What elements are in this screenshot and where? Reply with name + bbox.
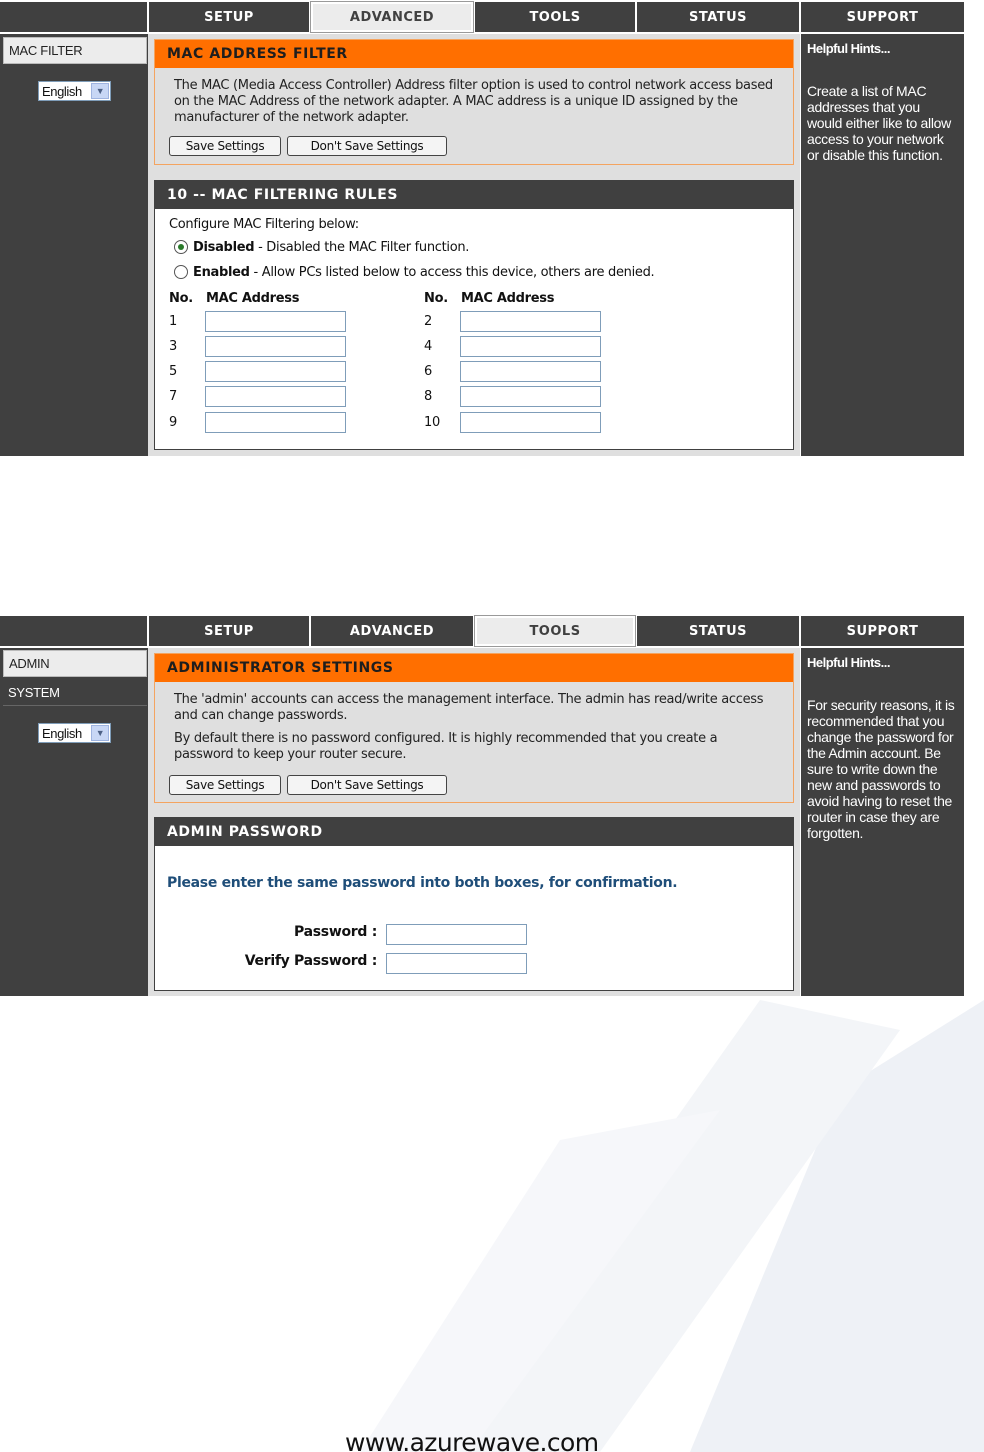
mac-address-input-6[interactable] bbox=[460, 361, 601, 382]
mac-address-input-9[interactable] bbox=[205, 412, 346, 433]
sidebar-item-admin[interactable]: ADMIN bbox=[3, 650, 147, 677]
mac-address-input-7[interactable] bbox=[205, 386, 346, 407]
row-number: 2 bbox=[424, 314, 432, 329]
enabled-option bbox=[193, 265, 654, 280]
hints-text: Create a list of MAC addresses that you would either like to allow access to your network or disable this function. bbox=[807, 83, 951, 163]
password-label: Password : bbox=[294, 924, 377, 940]
hints-text: For security reasons, it is recommended that you change the password for the Admin account. Be sure to write down the new and passwords to avoid having to reset the router in case they are forgotten. bbox=[807, 697, 955, 841]
row-number: 9 bbox=[169, 415, 177, 430]
verify-password-input[interactable] bbox=[386, 953, 527, 974]
panel-title: 10 -- MAC FILTERING RULES bbox=[155, 181, 793, 209]
mac-address-input-4[interactable] bbox=[460, 336, 601, 357]
top-nav-corner bbox=[0, 616, 147, 646]
main-content bbox=[148, 34, 800, 456]
radio-disabled[interactable] bbox=[174, 240, 188, 254]
verify-password-label: Verify Password : bbox=[244, 953, 377, 969]
configure-label: Configure MAC Filtering below: bbox=[169, 217, 359, 232]
language-value: English bbox=[42, 725, 82, 741]
tab-status[interactable]: STATUS bbox=[637, 616, 799, 646]
tab-tools[interactable]: TOOLS bbox=[475, 616, 635, 646]
row-number: 8 bbox=[424, 389, 432, 404]
dont-save-settings-button[interactable]: Don't Save Settings bbox=[287, 136, 447, 156]
disabled-label: Disabled bbox=[193, 240, 255, 255]
row-number: 5 bbox=[169, 364, 177, 379]
row-number: 1 bbox=[169, 314, 177, 329]
footer-url: www.azurewave.com bbox=[345, 1428, 599, 1452]
row-number: 6 bbox=[424, 364, 432, 379]
col-header-no-left: No. bbox=[169, 291, 193, 306]
mac-address-input-1[interactable] bbox=[205, 311, 346, 332]
save-settings-button[interactable]: Save Settings bbox=[169, 136, 281, 156]
col-header-mac-left: MAC Address bbox=[206, 291, 300, 306]
intro-text-2: By default there is no password configured. It is highly recommended that you create a password to keep your router secure. bbox=[174, 731, 718, 762]
chevron-down-icon[interactable]: ▼ bbox=[91, 83, 109, 99]
row-number: 10 bbox=[424, 415, 440, 430]
sidebar-item-system[interactable]: SYSTEM bbox=[3, 679, 147, 706]
col-header-no-right: No. bbox=[424, 291, 448, 306]
top-nav bbox=[0, 0, 964, 34]
panel-title: MAC ADDRESS FILTER bbox=[155, 40, 793, 68]
hints-title: Helpful Hints... bbox=[807, 655, 890, 670]
admin-password-panel bbox=[154, 817, 794, 991]
tab-advanced[interactable]: ADVANCED bbox=[311, 616, 473, 646]
helpful-hints bbox=[801, 34, 964, 456]
disabled-option bbox=[193, 240, 469, 255]
tab-advanced[interactable]: ADVANCED bbox=[311, 2, 473, 32]
mac-filtering-rules-panel bbox=[154, 180, 794, 450]
password-instruction: Please enter the same password into both boxes, for confirmation. bbox=[167, 875, 678, 891]
row-number: 7 bbox=[169, 389, 177, 404]
intro-text-1: The 'admin' accounts can access the management interface. The admin has read/write access and can change passwords. bbox=[174, 692, 764, 723]
tab-setup[interactable]: SETUP bbox=[149, 2, 309, 32]
tab-status[interactable]: STATUS bbox=[637, 2, 799, 32]
sidebar bbox=[0, 34, 148, 456]
enabled-label: Enabled bbox=[193, 265, 250, 280]
tab-setup[interactable]: SETUP bbox=[149, 616, 309, 646]
mac-address-input-8[interactable] bbox=[460, 386, 601, 407]
password-input[interactable] bbox=[386, 924, 527, 945]
panel-title: ADMINISTRATOR SETTINGS bbox=[155, 654, 793, 682]
chevron-down-icon[interactable]: ▼ bbox=[91, 725, 109, 741]
tab-support[interactable]: SUPPORT bbox=[801, 616, 964, 646]
mac-address-input-3[interactable] bbox=[205, 336, 346, 357]
panel-title: ADMIN PASSWORD bbox=[155, 818, 793, 846]
mac-filter-screen bbox=[0, 0, 964, 456]
mac-address-input-2[interactable] bbox=[460, 311, 601, 332]
language-value: English bbox=[42, 83, 82, 99]
intro-text: The MAC (Media Access Controller) Address filter option is used to control network access based on the MAC Address of the network adapter. A MAC address is a unique ID assigned by the manufacturer of the network adapter. bbox=[174, 78, 773, 125]
tab-tools[interactable]: TOOLS bbox=[475, 2, 635, 32]
helpful-hints bbox=[801, 648, 964, 996]
administrator-settings-panel bbox=[154, 653, 794, 803]
col-header-mac-right: MAC Address bbox=[461, 291, 555, 306]
row-number: 4 bbox=[424, 339, 432, 354]
disabled-desc: - Disabled the MAC Filter function. bbox=[254, 240, 470, 255]
language-select[interactable] bbox=[38, 81, 111, 101]
dont-save-settings-button[interactable]: Don't Save Settings bbox=[287, 775, 447, 795]
main-content bbox=[148, 648, 800, 996]
sidebar-item-mac-filter[interactable]: MAC FILTER bbox=[3, 37, 147, 64]
mac-address-filter-panel bbox=[154, 39, 794, 165]
save-settings-button[interactable]: Save Settings bbox=[169, 775, 281, 795]
enabled-desc: - Allow PCs listed below to access this device, others are denied. bbox=[249, 265, 655, 280]
language-select[interactable] bbox=[38, 723, 111, 743]
sidebar bbox=[0, 648, 148, 996]
admin-settings-screen bbox=[0, 614, 964, 996]
radio-enabled[interactable] bbox=[174, 265, 188, 279]
top-nav bbox=[0, 614, 964, 648]
tab-support[interactable]: SUPPORT bbox=[801, 2, 964, 32]
mac-address-input-5[interactable] bbox=[205, 361, 346, 382]
mac-address-input-10[interactable] bbox=[460, 412, 601, 433]
hints-title: Helpful Hints... bbox=[807, 41, 890, 56]
top-nav-corner bbox=[0, 2, 147, 32]
row-number: 3 bbox=[169, 339, 177, 354]
